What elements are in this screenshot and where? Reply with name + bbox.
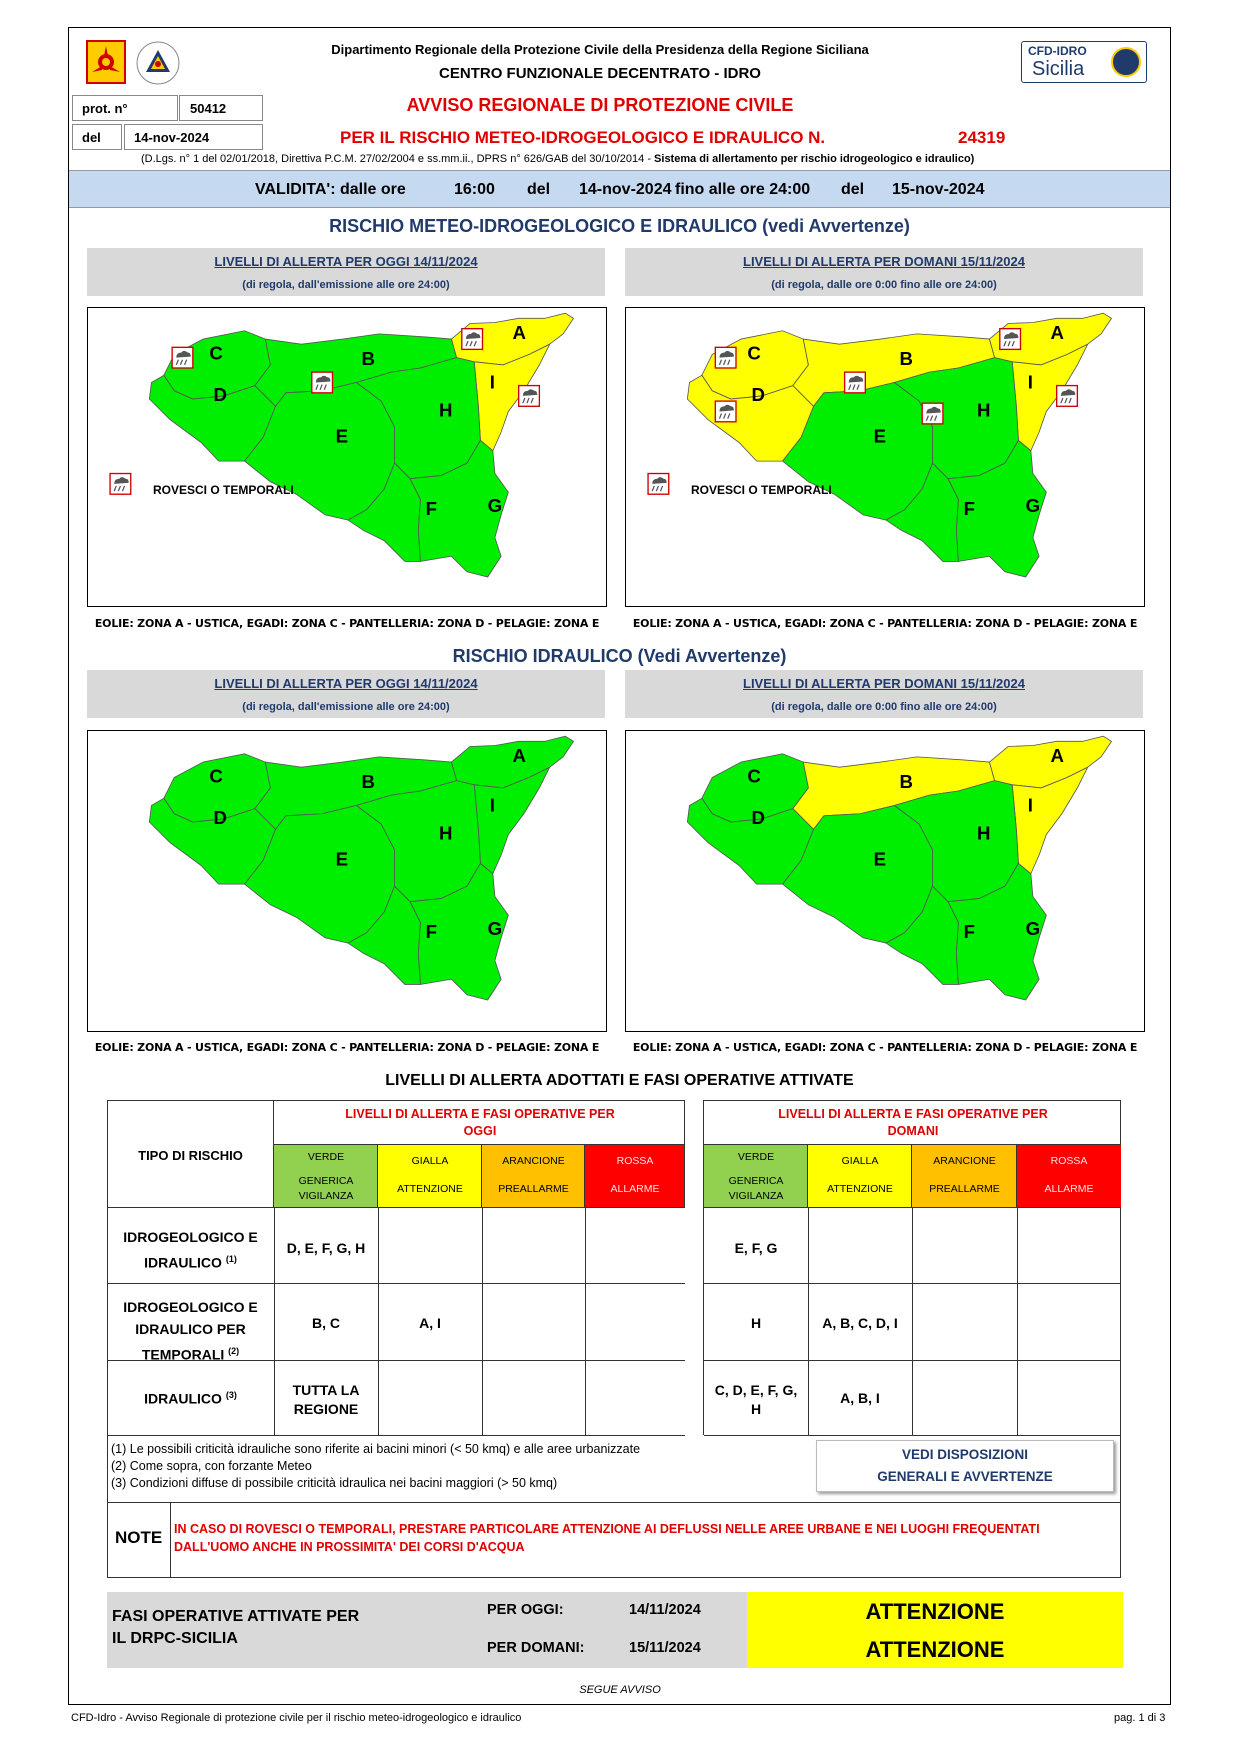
row1-label-sup: (1) <box>225 1254 237 1264</box>
table-title: LIVELLI DI ALLERTA ADOTTATI E FASI OPERATIVE ATTIVATE <box>385 1072 854 1089</box>
zone-label-g: G <box>487 494 503 516</box>
grid-line <box>585 1208 586 1435</box>
footnote-1: (1) Le possibili criticità idrauliche sono riferite ai bacini minori (< 50 kmq) e alle aree urbanizzate <box>111 1442 641 1456</box>
lvl-rossa-oggi-phase: ALLARME <box>610 1183 660 1195</box>
validity-del1: del <box>527 181 551 198</box>
zone-label-a: A <box>1050 745 1064 767</box>
phases-oggi-value: ATTENZIONE <box>865 1599 1005 1624</box>
lvl-gialla-domani-name: GIALLA <box>841 1155 879 1167</box>
zone-label-d: D <box>751 807 765 829</box>
phases-label: FASI OPERATIVE ATTIVATE PER IL DRPC-SICILIA <box>112 1608 360 1647</box>
zone-label-e: E <box>873 848 887 870</box>
tomorrow-header-1 <box>625 248 1143 296</box>
section2-main: RISCHIO IDRAULICO <box>452 646 633 666</box>
row1-label <box>110 1226 271 1274</box>
islands-note-4: EOLIE: ZONA A - USTICA, EGADI: ZONA C - PANTELLERIA: ZONA D - PELAGIE: ZONA E <box>632 1041 1138 1054</box>
zone-label-d: D <box>213 384 227 406</box>
notice-subtitle: PER IL RISCHIO METEO-IDROGEOLOGICO E IDRAULICO N. <box>340 128 826 147</box>
prot-value: 50412 <box>190 101 227 116</box>
phases-oggi-label: PER OGGI: <box>487 1602 564 1618</box>
lvl-gialla-oggi-name: GIALLA <box>411 1155 449 1167</box>
zone-label-c: C <box>747 342 761 364</box>
note-text: IN CASO DI ROVESCI O TEMPORALI, PRESTARE PARTICOLARE ATTENZIONE AI DEFLUSSI NELLE AREE URBANE E NEI LUOGHI FREQUENTATI DALL'UOMO ANCHE IN PROSSIMITA' DEI CORSI D'ACQUA <box>174 1522 1040 1554</box>
zone-label-i: I <box>489 794 495 816</box>
zone-label-i: I <box>489 371 495 393</box>
zone-label-f: F <box>425 497 437 519</box>
lvl-arancione-oggi-phase: PREALLARME <box>498 1183 569 1195</box>
phases-domani-value: ATTENZIONE <box>865 1637 1005 1662</box>
section1-title <box>69 216 1170 237</box>
zone-label-b: B <box>361 347 375 369</box>
section2-title <box>69 646 1170 667</box>
sicily-map <box>626 308 1146 608</box>
grid-line <box>107 1435 685 1436</box>
islands-note-3: EOLIE: ZONA A - USTICA, EGADI: ZONA C - PANTELLERIA: ZONA D - PELAGIE: ZONA E <box>94 1041 600 1054</box>
storm-icon <box>172 347 193 368</box>
today-header-2 <box>87 670 605 718</box>
lvl-rossa-domani-phase: ALLARME <box>1044 1183 1094 1195</box>
footnote-3: (3) Condizioni diffuse di possibile criticità idraulica nei bacini maggiori (> 50 kmq) <box>111 1476 558 1490</box>
lvl-verde-domani-phase: GENERICA VIGILANZA <box>728 1175 784 1202</box>
grid-line <box>1017 1208 1018 1435</box>
footer-left: CFD-Idro - Avviso Regionale di protezione civile per il rischio meteo-idrogeologico e idraulico <box>71 1712 522 1724</box>
tipo-label: TIPO DI RISCHIO <box>138 1148 243 1163</box>
notice-title: AVVISO REGIONALE DI PROTEZIONE CIVILE <box>406 95 794 115</box>
tomorrow-title-2: LIVELLI DI ALLERTA PER DOMANI 15/11/2024 <box>743 676 1025 691</box>
footnote-2: (2) Come sopra, con forzante Meteo <box>111 1459 312 1473</box>
phases-domani-label: PER DOMANI: <box>487 1640 585 1656</box>
cfd-idro-logo <box>1021 41 1147 83</box>
zone-label-g: G <box>1025 917 1041 939</box>
legal-refs <box>141 153 1101 165</box>
lvl-rossa-domani-name: ROSSA <box>1050 1155 1088 1167</box>
r2-oggi-verde: B, C <box>312 1315 340 1331</box>
validity-from-date: 14-nov-2024 <box>579 181 672 198</box>
map-meteo-tomorrow <box>625 307 1145 607</box>
map-idro-today <box>87 730 607 1032</box>
storm-icon <box>519 386 540 407</box>
notice-number: 24319 <box>958 128 1006 147</box>
vedi-disposizioni-label: VEDI DISPOSIZIONI GENERALI E AVVERTENZE <box>877 1447 1053 1484</box>
storm-legend: ROVESCI O TEMPORALI <box>691 483 832 497</box>
lvl-rossa-oggi-name: ROSSA <box>616 1155 654 1167</box>
islands-note-1: EOLIE: ZONA A - USTICA, EGADI: ZONA C - PANTELLERIA: ZONA D - PELAGIE: ZONA E <box>94 617 600 630</box>
validity-until: fino alle ore 24:00 <box>675 181 811 198</box>
storm-icon <box>715 347 736 368</box>
sicily-map <box>88 731 608 1031</box>
storm-icon <box>462 329 483 350</box>
zone-label-b: B <box>899 347 913 369</box>
r3-domani-gialla: A, B, I <box>840 1390 880 1406</box>
zone-label-b: B <box>899 770 913 792</box>
zone-label-h: H <box>439 399 453 421</box>
grid-line <box>482 1208 483 1435</box>
validity-bar <box>69 170 1170 208</box>
storm-legend: ROVESCI O TEMPORALI <box>153 483 294 497</box>
zone-label-g: G <box>1025 494 1041 516</box>
section1-suffix: (vedi Avvertenze) <box>762 216 910 236</box>
lvl-gialla-domani-phase: ATTENZIONE <box>827 1183 893 1195</box>
today-header-1 <box>87 248 605 296</box>
today-title-2: LIVELLI DI ALLERTA PER OGGI 14/11/2024 <box>214 676 478 691</box>
del-label: del <box>82 130 101 145</box>
legal-refs-text: (D.Lgs. n° 1 del 02/01/2018, Direttiva P.C.M. 27/02/2004 e ss.mm.ii., DPRS n° 626/GAB del 30/10/2014 - <box>141 153 655 165</box>
protezione-civile-logo <box>134 40 182 86</box>
zone-label-d: D <box>751 384 765 406</box>
zone-label-c: C <box>209 765 223 787</box>
row2-label-text: IDROGEOLOGICO E IDRAULICO PER TEMPORALI <box>123 1299 258 1363</box>
zone-label-a: A <box>1050 322 1064 344</box>
lvl-gialla-oggi-phase: ATTENZIONE <box>397 1183 463 1195</box>
del-value: 14-nov-2024 <box>134 130 210 145</box>
row3-label-sup: (3) <box>225 1390 237 1400</box>
zone-label-f: F <box>425 920 437 942</box>
vedi-disposizioni-button[interactable] <box>816 1440 1114 1492</box>
storm-icon <box>1057 386 1078 407</box>
row3-label-text: IDRAULICO <box>144 1390 222 1407</box>
zone-label-c: C <box>747 765 761 787</box>
row3-label <box>110 1384 271 1410</box>
r1-domani-verde: E, F, G <box>734 1240 778 1256</box>
tomorrow-sub-2: (di regola, dalle ore 0:00 fino alle ore 24:00) <box>771 701 997 713</box>
map-meteo-today <box>87 307 607 607</box>
section2-suffix: (Vedi Avvertenze) <box>637 646 787 666</box>
zone-label-e: E <box>335 425 349 447</box>
r2-oggi-gialla: A, I <box>419 1315 441 1331</box>
storm-icon <box>648 474 669 495</box>
r1-oggi-verde: D, E, F, G, H <box>286 1240 366 1256</box>
validity-to-date: 15-nov-2024 <box>892 181 985 198</box>
lvl-verde-domani-name: VERDE <box>737 1151 775 1163</box>
cfd-logo-emblem <box>1111 47 1141 77</box>
tomorrow-title-1: LIVELLI DI ALLERTA PER DOMANI 15/11/2024 <box>743 254 1025 269</box>
cfd-logo-top: CFD-IDRO <box>1028 44 1087 58</box>
map-idro-tomorrow <box>625 730 1145 1032</box>
domani-header: LIVELLI DI ALLERTA E FASI OPERATIVE PER DOMANI <box>778 1107 1048 1138</box>
sicily-map <box>88 308 608 608</box>
r3-domani-verde: C, D, E, F, G, H <box>714 1382 798 1417</box>
zone-label-a: A <box>512 745 526 767</box>
zone-label-h: H <box>977 399 991 421</box>
centre-name: CENTRO FUNZIONALE DECENTRATO - IDRO <box>439 65 761 82</box>
grid-line <box>107 1283 685 1284</box>
zone-label-e: E <box>873 425 887 447</box>
r3-oggi-verde: TUTTA LA REGIONE <box>292 1382 360 1417</box>
cfd-logo-bottom: Sicilia <box>1032 58 1085 80</box>
today-title-1: LIVELLI DI ALLERTA PER OGGI 14/11/2024 <box>214 254 478 269</box>
today-sub-2: (di regola, dall'emissione alle ore 24:00) <box>242 701 450 713</box>
lvl-arancione-domani-name: ARANCIONE <box>933 1155 996 1167</box>
today-sub-1: (di regola, dall'emissione alle ore 24:00) <box>242 279 450 291</box>
tomorrow-sub-1: (di regola, dalle ore 0:00 fino alle ore 24:00) <box>771 279 997 291</box>
islands-note-2: EOLIE: ZONA A - USTICA, EGADI: ZONA C - PANTELLERIA: ZONA D - PELAGIE: ZONA E <box>632 617 1138 630</box>
r2-domani-verde: H <box>750 1315 762 1331</box>
validity-label: VALIDITA': dalle ore <box>255 181 406 198</box>
segue-avviso: SEGUE AVVISO <box>579 1684 661 1696</box>
lvl-arancione-domani-phase: PREALLARME <box>929 1183 1000 1195</box>
oggi-header: LIVELLI DI ALLERTA E FASI OPERATIVE PER OGGI <box>345 1107 615 1138</box>
r2-domani-gialla: A, B, C, D, I <box>822 1315 898 1331</box>
zone-label-c: C <box>209 342 223 364</box>
row1-label-text: IDROGEOLOGICO E IDRAULICO <box>123 1229 258 1271</box>
storm-icon <box>715 401 736 422</box>
zone-label-d: D <box>213 807 227 829</box>
validity-from-time: 16:00 <box>454 181 495 198</box>
row2-label <box>110 1296 271 1366</box>
zone-label-f: F <box>963 920 975 942</box>
lvl-verde-oggi-name: VERDE <box>307 1151 345 1163</box>
storm-icon <box>845 372 866 393</box>
storm-icon <box>922 403 943 424</box>
zone-label-i: I <box>1027 794 1033 816</box>
gap-column <box>685 1100 704 1435</box>
dept-name: Dipartimento Regionale della Protezione Civile della Presidenza della Regione Siciliana <box>331 42 869 57</box>
note-label: NOTE <box>115 1528 163 1547</box>
lvl-verde-oggi-phase: GENERICA VIGILANZA <box>298 1175 354 1202</box>
zone-label-f: F <box>963 497 975 519</box>
region-logo <box>86 40 126 84</box>
zone-label-b: B <box>361 770 375 792</box>
grid-line <box>912 1208 913 1435</box>
tomorrow-header-2 <box>625 670 1143 718</box>
section1-main: RISCHIO METEO-IDROGEOLOGICO E IDRAULICO <box>329 216 758 236</box>
note-divider <box>170 1502 171 1578</box>
phases-domani-date: 15/11/2024 <box>629 1640 701 1656</box>
storm-icon <box>312 372 333 393</box>
zone-label-e: E <box>335 848 349 870</box>
row2-label-sup: (2) <box>228 1346 240 1356</box>
zone-label-i: I <box>1027 371 1033 393</box>
storm-icon <box>110 474 131 495</box>
footer-right: pag. 1 di 3 <box>1114 1712 1166 1724</box>
zone-label-g: G <box>487 917 503 939</box>
validity-del2: del <box>841 181 865 198</box>
sicily-map <box>626 731 1146 1031</box>
zone-label-h: H <box>439 822 453 844</box>
zone-label-a: A <box>512 322 526 344</box>
lvl-arancione-oggi-name: ARANCIONE <box>502 1155 565 1167</box>
zone-label-h: H <box>977 822 991 844</box>
legal-refs-bold: Sistema di allertamento per rischio idrogeologico e idraulico) <box>654 153 975 165</box>
prot-label: prot. n° <box>82 101 128 116</box>
storm-icon <box>1000 329 1021 350</box>
grid-line <box>704 1435 1121 1436</box>
phases-oggi-date: 14/11/2024 <box>629 1602 701 1618</box>
